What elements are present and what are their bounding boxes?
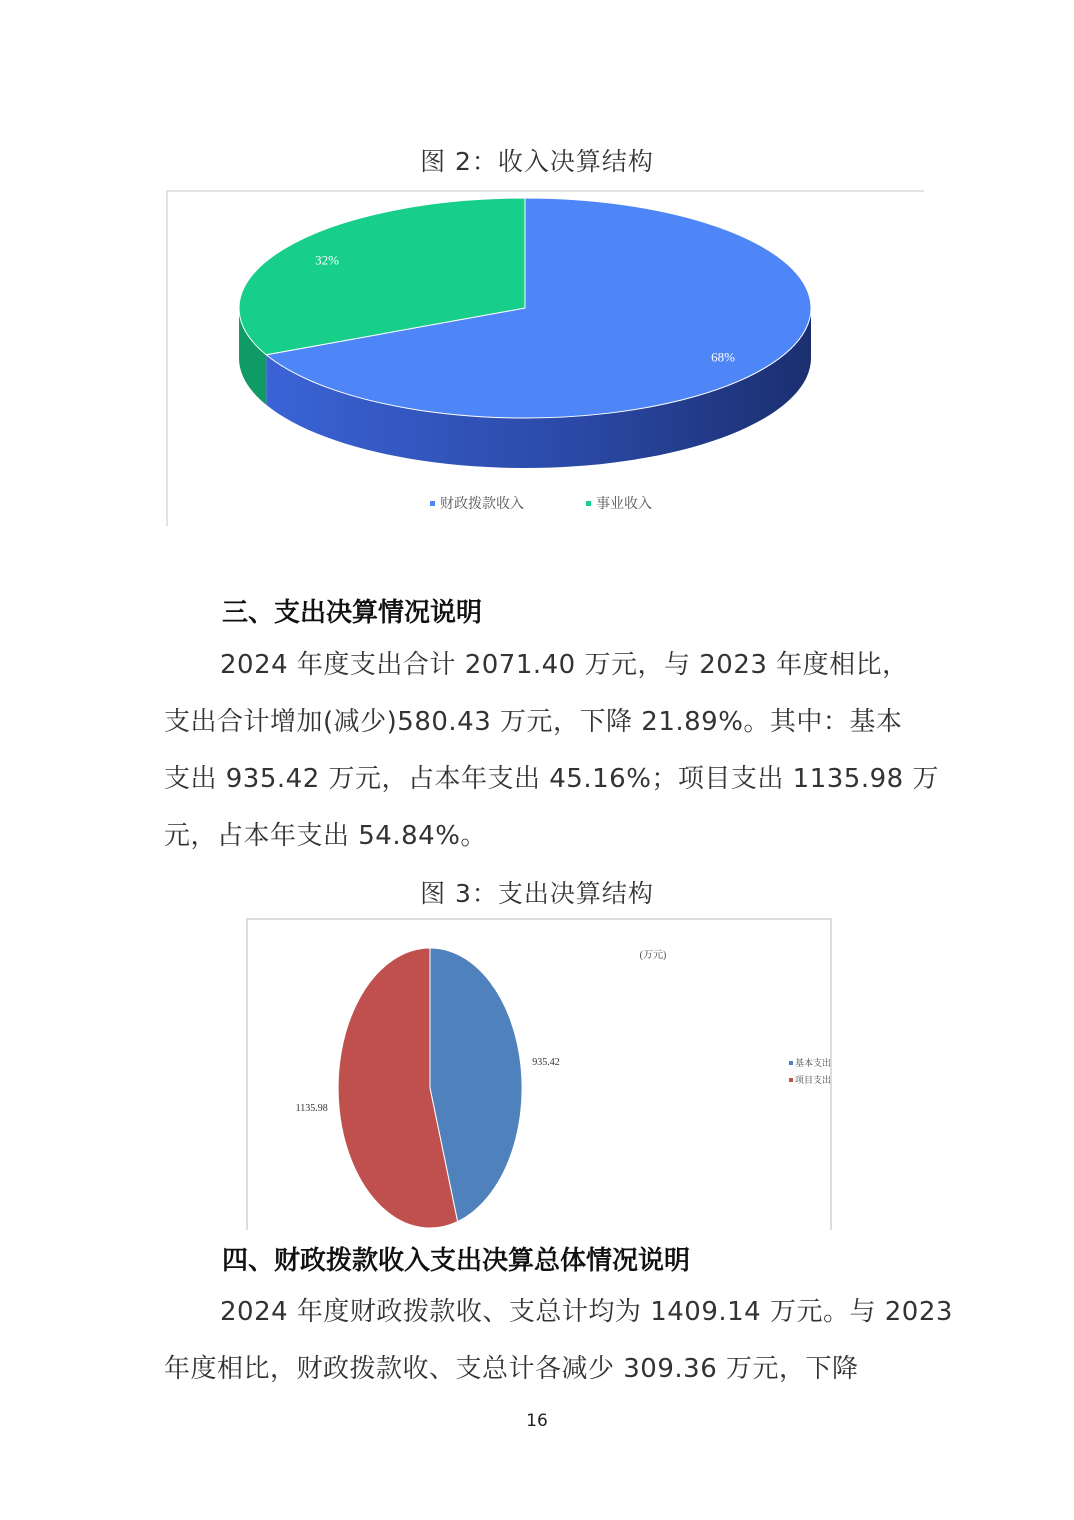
expense-legend-swatch-0 [789, 1061, 793, 1065]
expense-data-label-0: 935.42 [532, 1057, 560, 1069]
section3-line-2: 支出合计增加(减少)580.43 万元，下降 21.89%。其中：基本 [164, 707, 903, 737]
section3-heading: 三、支出决算情况说明 [222, 598, 483, 628]
income-legend-label-0: 财政拨款收入 [440, 496, 524, 512]
section3-line-4: 元，占本年支出 54.84%。 [164, 821, 487, 851]
figure3-caption: 图 3：支出决算结构 [420, 879, 654, 908]
income-legend-swatch-1 [586, 501, 591, 506]
expense-data-label-1: 1135.98 [295, 1102, 328, 1114]
income-legend-swatch-0 [430, 501, 435, 506]
expense-pie-chart [246, 918, 832, 1230]
income-legend-label-1: 事业收入 [596, 496, 652, 512]
section4-line-1: 2024 年度财政拨款收、支总计均为 1409.14 万元。与 2023 [220, 1297, 953, 1327]
unit-label: (万元) [639, 950, 667, 961]
figure2-caption: 图 2：收入决算结构 [420, 147, 654, 176]
expense-legend-label-1: 项目支出 [795, 1076, 830, 1086]
income-pie-chart [166, 190, 924, 526]
section3-line-3: 支出 935.42 万元，占本年支出 45.16%；项目支出 1135.98 万 [164, 764, 939, 794]
section4-line-2: 年度相比，财政拨款收、支总计各减少 309.36 万元，下降 [164, 1354, 859, 1384]
section3-line-1: 2024 年度支出合计 2071.40 万元，与 2023 年度相比， [220, 650, 909, 680]
income-data-label-0: 68% [711, 349, 735, 365]
income-data-label-1: 32% [315, 252, 339, 268]
section4-heading: 四、财政拨款收入支出决算总体情况说明 [222, 1246, 691, 1276]
expense-legend-swatch-1 [789, 1078, 793, 1082]
expense-legend-label-0: 基本支出 [795, 1059, 830, 1069]
page-number: 16 [526, 1411, 548, 1431]
